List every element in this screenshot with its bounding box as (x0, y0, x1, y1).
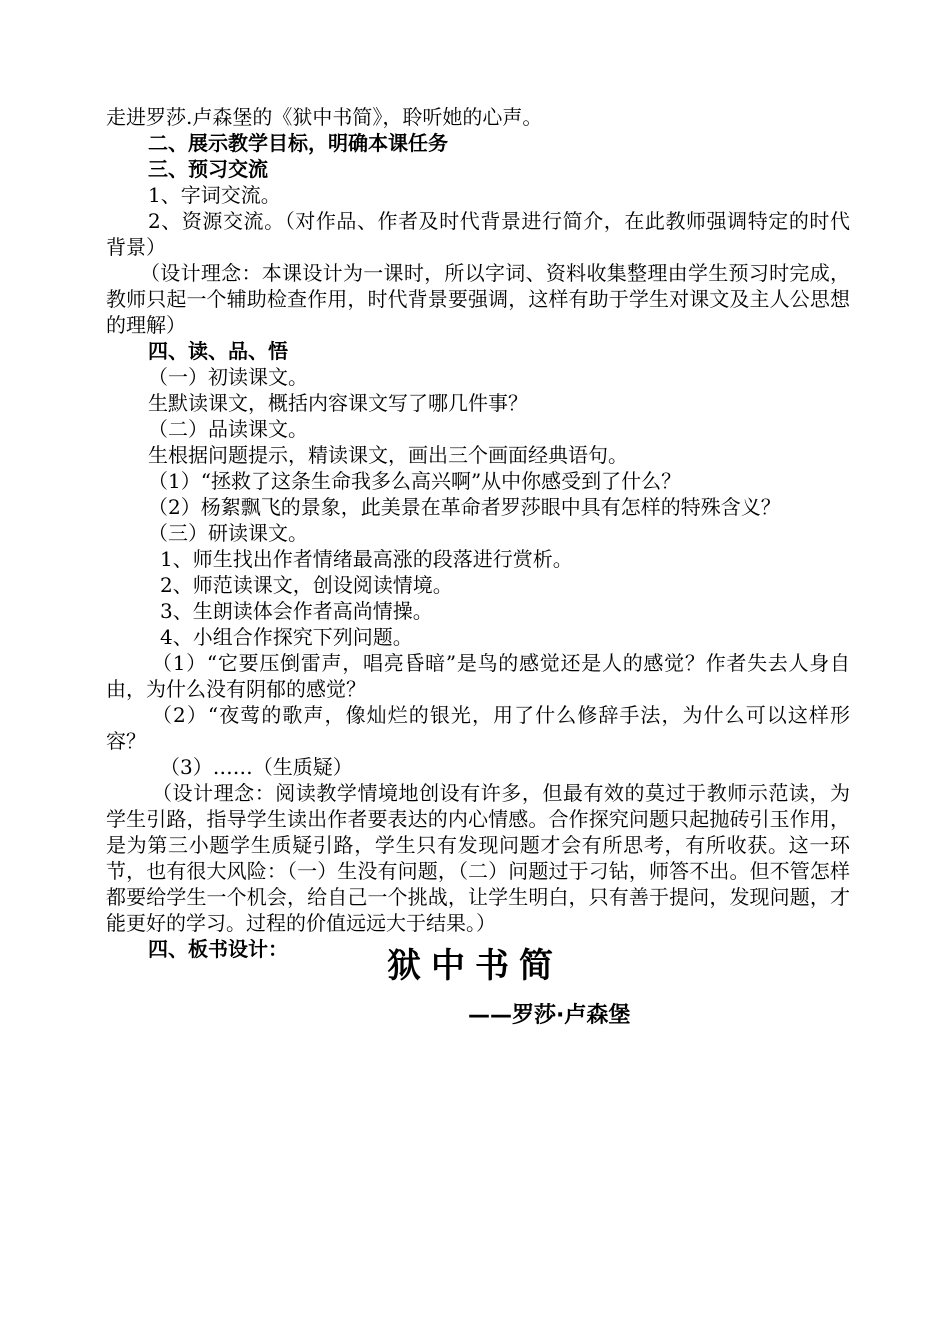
sub-first-reading: （一）初读课文。 (148, 365, 308, 389)
heading-objectives: 二、展示教学目标，明确本课任务 (148, 131, 448, 155)
text-silent-reading: 生默读课文，概括内容课文写了哪几件事？ (148, 391, 528, 415)
inquiry-question-3: （3）……（生质疑） (160, 755, 353, 779)
item-vocabulary: 1、字词交流。 (148, 183, 281, 207)
step-3: 3、生朗读体会作者高尚情操。 (160, 599, 433, 623)
heading-board-design: 四、板书设计： (148, 937, 288, 961)
document-body (106, 104, 850, 962)
sub-study-reading: （三）研读课文。 (148, 521, 308, 545)
step-4: 4、小组合作探究下列问题。 (160, 625, 413, 649)
heading-read-appreciate: 四、读、品、悟 (148, 339, 288, 363)
inquiry-question-2: （2）“夜莺的歌声，像灿烂的银光，用了什么修辞手法，为什么可以这样形容？ (106, 703, 850, 753)
item-resources: 2、资源交流。（对作品、作者及时代背景进行简介，在此教师强调特定的时代背景） (106, 209, 850, 259)
paragraph-intro: 走进罗莎.卢森堡的《狱中书简》，聆听她的心声。 (106, 105, 543, 129)
step-2: 2、师范读课文，创设阅读情境。 (160, 573, 453, 597)
design-note-1: （设计理念：本课设计为一课时，所以字词、资料收集整理由学生预习时完成，教师只起一个辅助检查作用，时代背景要强调，这样有助于学生对课文及主人公思想的理解） (106, 261, 850, 337)
board-title: 狱中书简 (387, 946, 563, 986)
inquiry-question-1: （1）“它要压倒雷声，唱亮昏暗”是鸟的感觉还是人的感觉？作者失去人身自由，为什么没有阴郁的感觉？ (106, 651, 850, 701)
text-intensive-reading: 生根据问题提示，精读课文，画出三个画面经典语句。 (148, 443, 628, 467)
board-author: ——罗莎·卢森堡 (468, 1003, 631, 1028)
question-2: （2）杨絮飘飞的景象，此美景在革命者罗莎眼中具有怎样的特殊含义？ (148, 495, 781, 519)
sub-appreciation-reading: （二）品读课文。 (148, 417, 308, 441)
design-note-2: （设计理念：阅读教学情境地创设有许多，但最有效的莫过于教师示范读，为学生引路，指导学生读出作者要表达的内心情感。合作探究问题只起抛砖引玉作用，是为第三小题学生质疑引路，学生只有发现问题才会有所思考，有所收获。这一环节，也有很大风险：（一）生没有问题，（二）问题过于刁钻，师答不出。但不管怎样都要给学生一个机会，给自己一个挑战，让学生明白，只有善于提问，发现问题，才能更好的学习。过程的价值远远大于结果。） (106, 781, 850, 935)
step-1: 1、师生找出作者情绪最高涨的段落进行赏析。 (160, 547, 573, 571)
heading-preview: 三、预习交流 (148, 157, 268, 181)
question-1: （1）“拯救了这条生命我多么高兴啊”从中你感受到了什么？ (148, 469, 682, 493)
